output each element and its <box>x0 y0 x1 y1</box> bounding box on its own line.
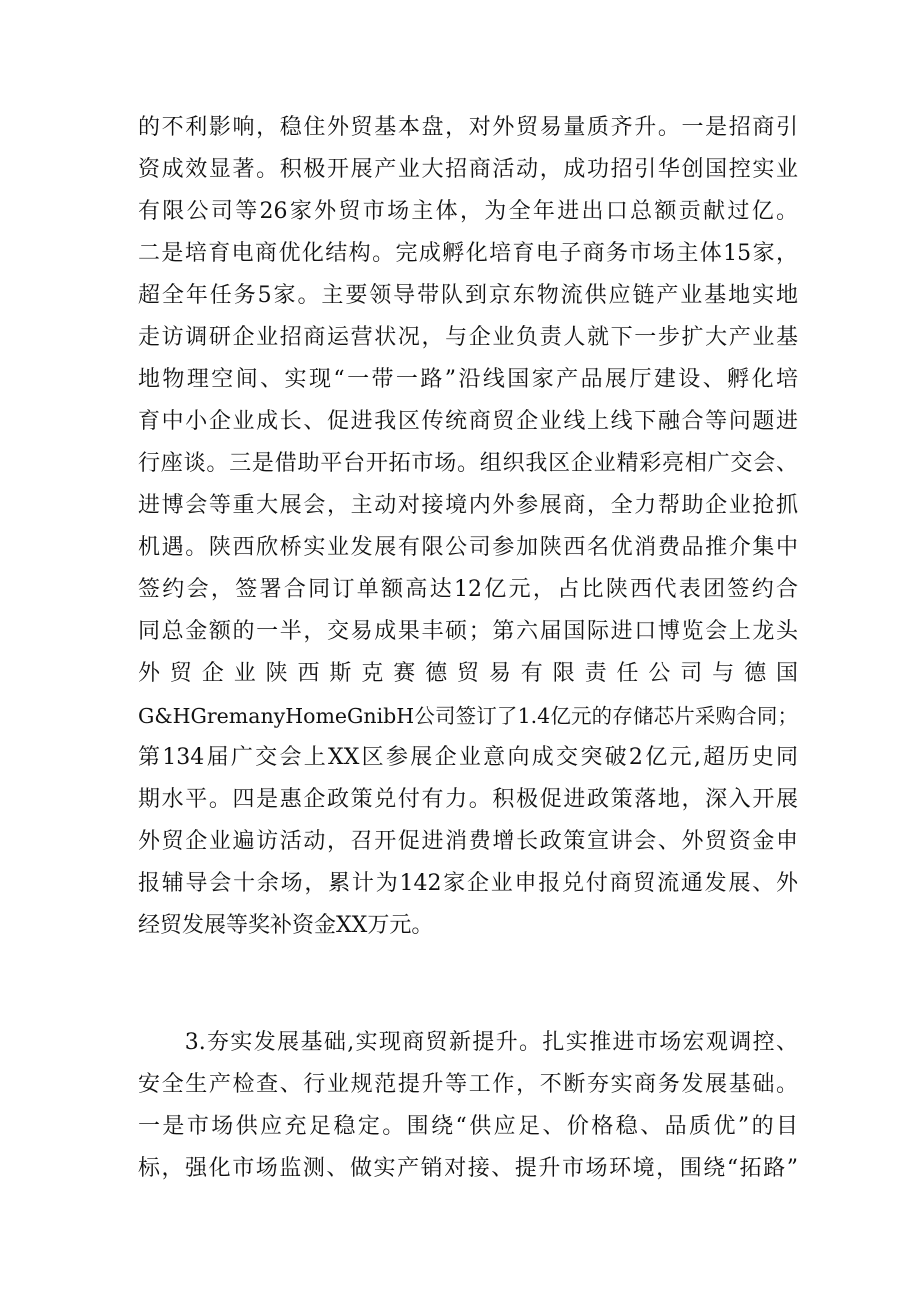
text-line: 进博会等重大展会，主动对接境内外参展商，全力帮助企业抢抓 <box>138 493 798 518</box>
paragraph-foreign-trade <box>138 107 798 947</box>
text-line: 同总金额的一半，交易成果丰硕；第六届国际进口博览会上龙头 <box>138 619 798 644</box>
text-line: 报辅导会十余场，累计为142家企业申报兑付商贸流通发展、外 <box>138 871 798 896</box>
text-line: 有限公司等26家外贸市场主体，为全年进出口总额贡献过亿。 <box>138 199 798 224</box>
text-line: 经贸发展等奖补资金XX万元。 <box>138 913 434 938</box>
text-line: 资成效显著。积极开展产业大招商活动，成功招引华创国控实业 <box>138 157 798 182</box>
text-line: 期水平。四是惠企政策兑付有力。积极促进政策落地，深入开展 <box>138 787 798 812</box>
paragraph-commerce-foundation <box>138 1022 798 1190</box>
text-line: 超全年任务5家。主要领导带队到京东物流供应链产业基地实地 <box>138 283 798 308</box>
text-line: 一是市场供应充足稳定。围绕“供应足、价格稳、品质优”的目 <box>138 1114 798 1139</box>
text-line: 二是培育电商优化结构。完成孵化培育电子商务市场主体15家， <box>138 241 798 266</box>
text-line: 地物理空间、实现“一带一路”沿线国家产品展厅建设、孵化培 <box>138 367 798 392</box>
text-line: 3.夯实发展基础,实现商贸新提升。扎实推进市场宏观调控、 <box>138 1030 798 1055</box>
text-line: 的不利影响，稳住外贸基本盘，对外贸易量质齐升。一是招商引 <box>138 115 798 140</box>
text-line: 签约会，签署合同订单额高达12亿元，占比陕西代表团签约合 <box>138 577 798 602</box>
text-line: 标，强化市场监测、做实产销对接、提升市场环境，围绕“拓路” <box>138 1156 798 1181</box>
text-line: G&HGremanyHomeGnibH公司签订了1.4亿元的存储芯片采购合同； <box>138 704 798 728</box>
text-line: 安全生产检查、行业规范提升等工作，不断夯实商务发展基础。 <box>138 1072 798 1097</box>
text-line: 育中小企业成长、促进我区传统商贸企业线上线下融合等问题进 <box>138 409 798 434</box>
text-line: 第134届广交会上XX区参展企业意向成交突破2亿元,超历史同 <box>138 745 798 770</box>
text-line: 外贸企业陕西斯克赛德贸易有限责任公司与德国 <box>138 661 798 686</box>
text-line: 外贸企业遍访活动，召开促进消费增长政策宣讲会、外贸资金申 <box>138 829 798 854</box>
text-line: 走访调研企业招商运营状况，与企业负责人就下一步扩大产业基 <box>138 325 798 350</box>
text-line: 行座谈。三是借助平台开拓市场。组织我区企业精彩亮相广交会、 <box>138 451 798 476</box>
text-line: 机遇。陕西欣桥实业发展有限公司参加陕西名优消费品推介集中 <box>138 535 798 560</box>
